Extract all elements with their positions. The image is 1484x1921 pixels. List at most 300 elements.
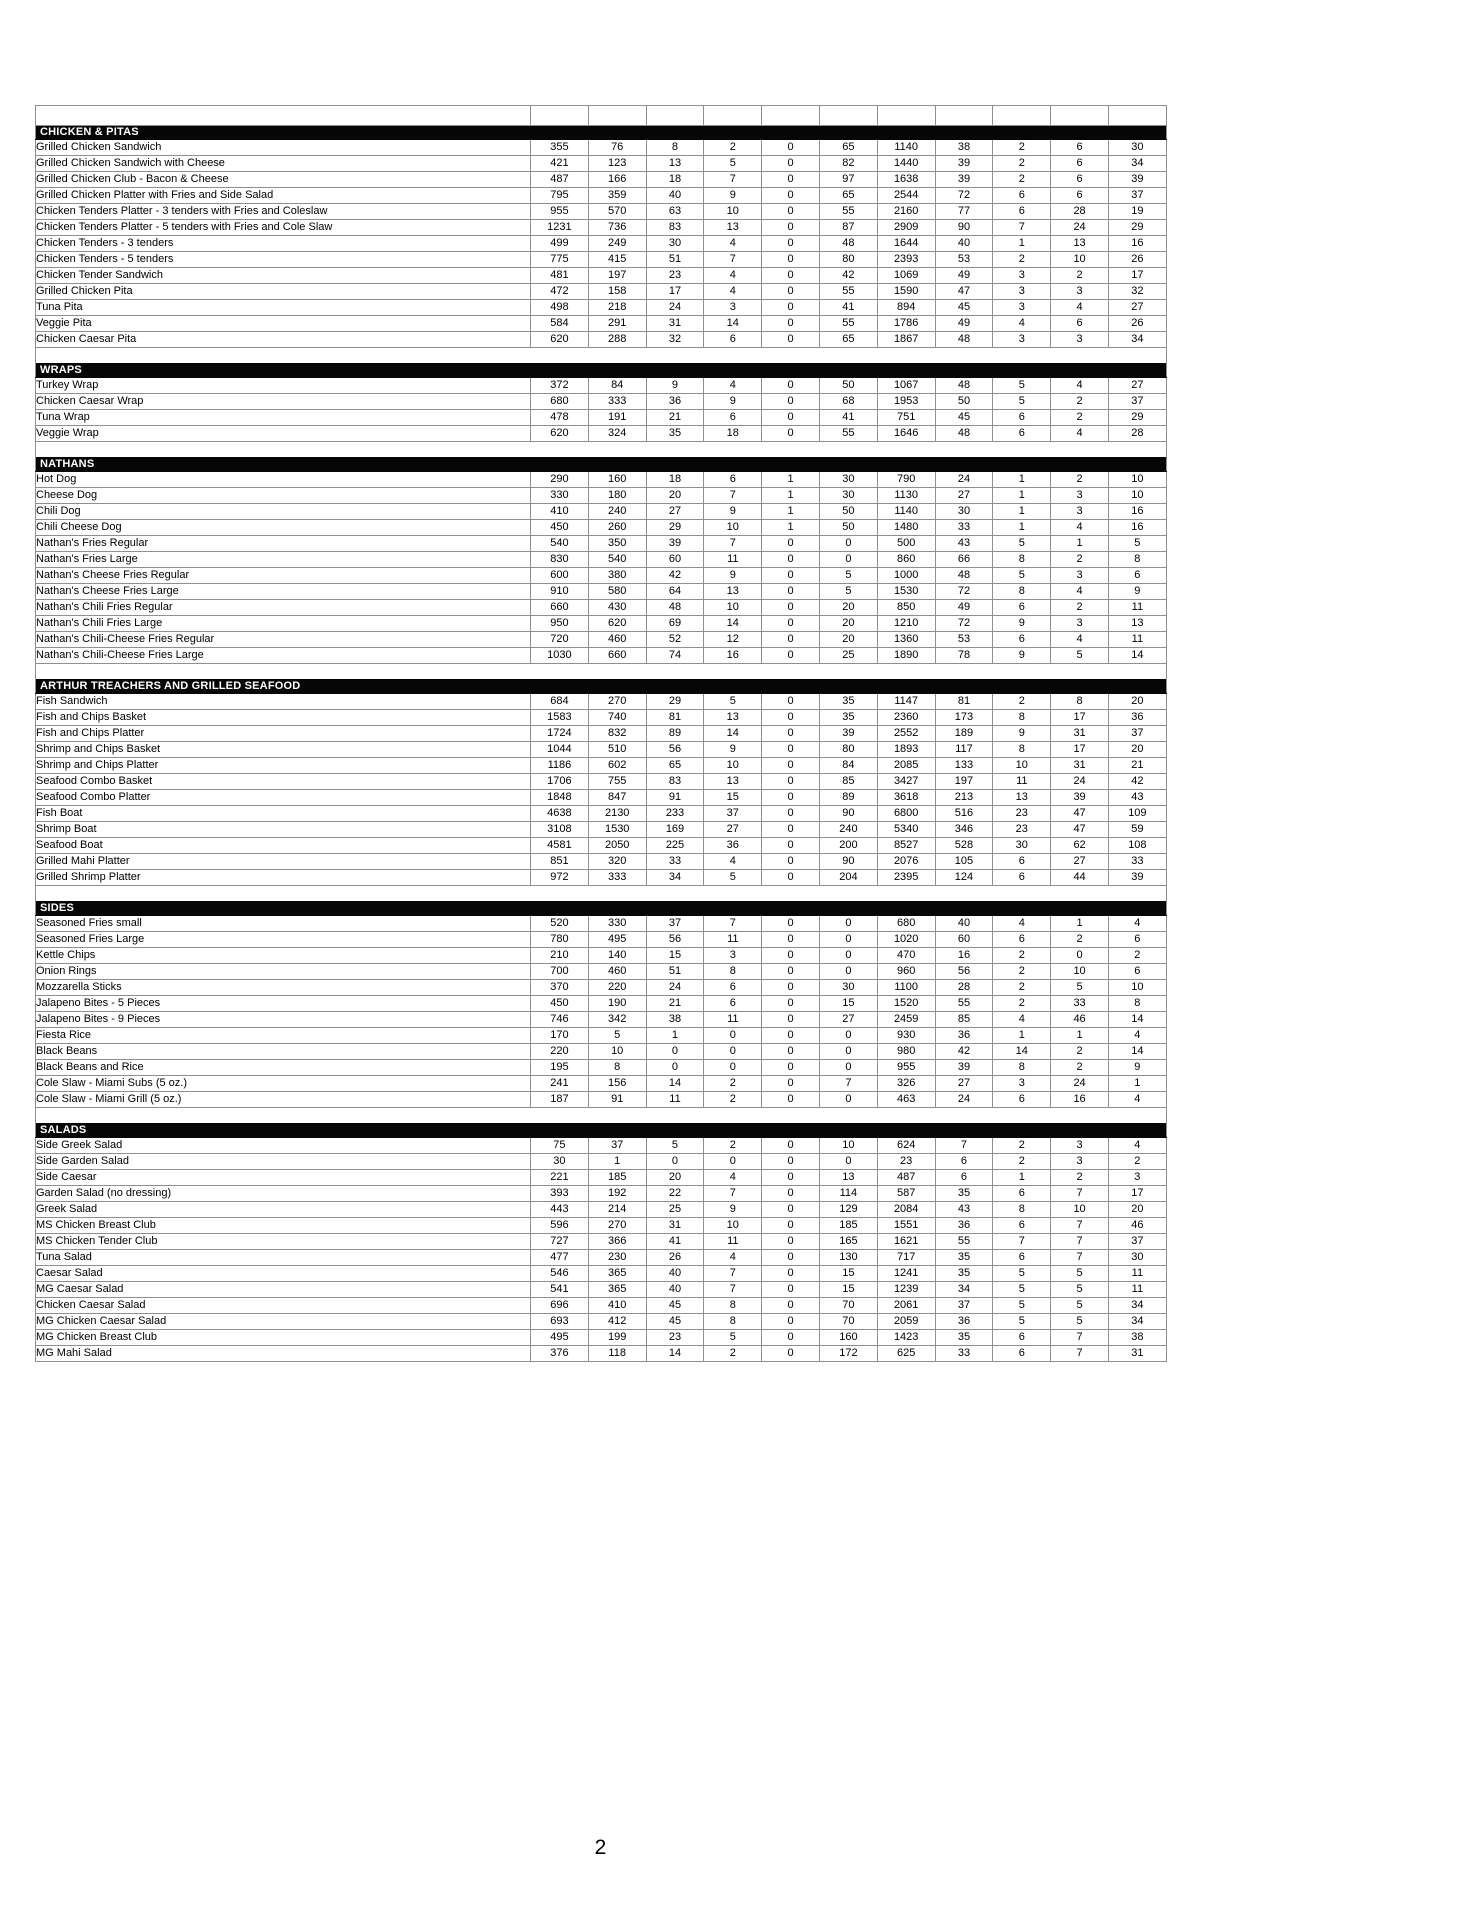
item-value: 0 [762,758,820,774]
item-value: 16 [935,948,993,964]
item-value: 1067 [877,378,935,394]
item-value: 1786 [877,316,935,332]
item-value: 1030 [531,648,589,664]
item-value: 1130 [877,488,935,504]
item-name: Onion Rings [36,964,531,980]
table-row [36,870,1167,886]
item-value: 2 [993,1138,1051,1154]
item-value: 8 [993,742,1051,758]
item-value: 50 [935,394,993,410]
item-value: 42 [1108,774,1166,790]
table-row [36,1186,1167,1202]
item-value: 158 [588,284,646,300]
item-value: 9 [704,568,762,584]
item-value: 847 [588,790,646,806]
item-value: 495 [531,1330,589,1346]
item-value: 114 [819,1186,877,1202]
item-value: 27 [704,822,762,838]
item-value: 13 [819,1170,877,1186]
header-cell [704,106,762,126]
item-name: Nathan's Cheese Fries Large [36,584,531,600]
section-header-row [36,902,1167,916]
table-row [36,188,1167,204]
item-value: 6 [1108,568,1166,584]
item-value: 333 [588,870,646,886]
item-value: 29 [1108,220,1166,236]
item-value: 510 [588,742,646,758]
item-value: 7 [704,1186,762,1202]
item-value: 3 [1051,488,1109,504]
item-value: 34 [1108,156,1166,172]
item-value: 36 [935,1028,993,1044]
table-row [36,1202,1167,1218]
item-value: 46 [1051,1012,1109,1028]
item-value: 1186 [531,758,589,774]
item-value: 10 [1108,488,1166,504]
item-value: 87 [819,220,877,236]
item-value: 6 [1051,140,1109,156]
item-value: 393 [531,1186,589,1202]
item-value: 36 [704,838,762,854]
item-value: 74 [646,648,704,664]
item-value: 291 [588,316,646,332]
item-value: 31 [1108,1346,1166,1362]
item-value: 3 [1051,568,1109,584]
item-value: 376 [531,1346,589,1362]
item-name: Grilled Chicken Sandwich with Cheese [36,156,531,172]
item-name: Shrimp and Chips Basket [36,742,531,758]
item-value: 412 [588,1314,646,1330]
item-value: 45 [935,410,993,426]
item-value: 0 [762,822,820,838]
item-value: 1644 [877,236,935,252]
item-value: 540 [531,536,589,552]
item-name: Chicken Caesar Pita [36,332,531,348]
item-value: 20 [646,1170,704,1186]
item-name: Veggie Wrap [36,426,531,442]
item-value: 1646 [877,426,935,442]
item-value: 0 [762,204,820,220]
item-value: 20 [646,488,704,504]
item-value: 370 [531,980,589,996]
item-value: 10 [1108,472,1166,488]
item-value: 0 [704,1044,762,1060]
item-value: 0 [762,378,820,394]
item-value: 2459 [877,1012,935,1028]
item-value: 6 [1108,964,1166,980]
table-header-row [36,106,1167,126]
item-value: 35 [819,694,877,710]
item-value: 443 [531,1202,589,1218]
item-value: 40 [646,1282,704,1298]
item-value: 0 [762,1170,820,1186]
item-value: 955 [531,204,589,220]
table-row [36,1028,1167,1044]
item-value: 14 [704,616,762,632]
section-header-row [36,364,1167,378]
item-value: 66 [935,552,993,568]
item-name: Tuna Pita [36,300,531,316]
item-value: 213 [935,790,993,806]
item-value: 42 [646,568,704,584]
table-row [36,726,1167,742]
table-row [36,1266,1167,1282]
item-value: 17 [1051,710,1109,726]
item-value: 6 [704,980,762,996]
item-value: 4 [704,378,762,394]
item-value: 0 [762,316,820,332]
item-value: 56 [935,964,993,980]
item-value: 16 [1051,1092,1109,1108]
table-row [36,410,1167,426]
item-value: 540 [588,552,646,568]
item-value: 528 [935,838,993,854]
table-row [36,300,1167,316]
item-value: 13 [993,790,1051,806]
item-value: 15 [819,996,877,1012]
item-value: 10 [704,758,762,774]
item-value: 23 [993,806,1051,822]
item-value: 80 [819,252,877,268]
item-value: 2909 [877,220,935,236]
header-cell [588,106,646,126]
item-value: 10 [1108,980,1166,996]
section-header-row [36,126,1167,140]
item-value: 2 [704,1138,762,1154]
item-value: 6 [704,410,762,426]
item-value: 39 [819,726,877,742]
item-name: Cheese Dog [36,488,531,504]
item-name: Fish Sandwich [36,694,531,710]
item-value: 7 [704,172,762,188]
item-value: 832 [588,726,646,742]
table-row [36,790,1167,806]
header-cell [1051,106,1109,126]
spacer-row [36,1108,1167,1124]
item-name: Chili Cheese Dog [36,520,531,536]
item-value: 4 [1051,300,1109,316]
item-value: 11 [1108,632,1166,648]
item-value: 3 [1051,616,1109,632]
item-value: 11 [1108,1266,1166,1282]
table-row [36,394,1167,410]
item-value: 0 [646,1154,704,1170]
item-value: 36 [935,1314,993,1330]
item-value: 8 [704,964,762,980]
item-value: 214 [588,1202,646,1218]
item-name: Caesar Salad [36,1266,531,1282]
item-value: 83 [646,220,704,236]
item-value: 11 [993,774,1051,790]
item-value: 8527 [877,838,935,854]
item-value: 1893 [877,742,935,758]
item-value: 7 [704,536,762,552]
item-name: Grilled Chicken Platter with Fries and Side Salad [36,188,531,204]
item-value: 27 [935,488,993,504]
item-value: 1 [1051,916,1109,932]
item-value: 0 [762,1314,820,1330]
item-value: 1 [1051,536,1109,552]
item-value: 1 [993,488,1051,504]
item-value: 624 [877,1138,935,1154]
item-value: 4 [704,1250,762,1266]
item-name: Cole Slaw - Miami Grill (5 oz.) [36,1092,531,1108]
item-value: 38 [1108,1330,1166,1346]
section-header: NATHANS [36,458,1167,472]
item-value: 1 [646,1028,704,1044]
item-value: 118 [588,1346,646,1362]
item-value: 11 [1108,1282,1166,1298]
item-value: 14 [646,1346,704,1362]
item-value: 13 [646,156,704,172]
item-value: 7 [1051,1234,1109,1250]
item-value: 83 [646,774,704,790]
item-value: 18 [646,472,704,488]
item-value: 1360 [877,632,935,648]
item-value: 10 [704,204,762,220]
item-value: 1890 [877,648,935,664]
item-value: 5 [704,870,762,886]
item-value: 260 [588,520,646,536]
item-value: 16 [1108,236,1166,252]
item-value: 53 [935,632,993,648]
item-value: 8 [704,1298,762,1314]
item-value: 2 [1051,1044,1109,1060]
item-value: 4 [704,1170,762,1186]
item-value: 0 [762,1250,820,1266]
item-value: 39 [1108,870,1166,886]
item-value: 2160 [877,204,935,220]
item-value: 5 [993,1266,1051,1282]
item-value: 700 [531,964,589,980]
item-value: 14 [704,726,762,742]
item-value: 187 [531,1092,589,1108]
item-value: 0 [762,964,820,980]
table-row [36,426,1167,442]
item-value: 31 [646,316,704,332]
item-value: 0 [762,1154,820,1170]
item-value: 11 [704,1012,762,1028]
item-value: 477 [531,1250,589,1266]
item-value: 0 [762,1346,820,1362]
item-value: 13 [704,710,762,726]
nutrition-table [35,105,1167,1362]
item-value: 27 [646,504,704,520]
item-value: 288 [588,332,646,348]
spacer-cell [36,348,1167,364]
item-value: 160 [819,1330,877,1346]
item-name: Grilled Shrimp Platter [36,870,531,886]
item-value: 4 [1108,1028,1166,1044]
item-value: 0 [1051,948,1109,964]
item-value: 51 [646,252,704,268]
item-value: 1953 [877,394,935,410]
item-value: 2084 [877,1202,935,1218]
item-value: 8 [646,140,704,156]
item-value: 13 [704,220,762,236]
item-value: 5340 [877,822,935,838]
item-name: Jalapeno Bites - 5 Pieces [36,996,531,1012]
item-value: 44 [1051,870,1109,886]
item-value: 460 [588,964,646,980]
item-value: 72 [935,188,993,204]
item-value: 0 [762,1060,820,1076]
table-row [36,694,1167,710]
item-value: 43 [1108,790,1166,806]
item-value: 2 [993,252,1051,268]
item-value: 37 [1108,394,1166,410]
item-value: 14 [1108,648,1166,664]
item-value: 910 [531,584,589,600]
item-value: 9 [1108,584,1166,600]
item-value: 90 [935,220,993,236]
item-value: 0 [819,1092,877,1108]
item-value: 960 [877,964,935,980]
item-value: 6 [993,1330,1051,1346]
item-value: 46 [1108,1218,1166,1234]
item-value: 0 [762,742,820,758]
item-value: 19 [1108,204,1166,220]
item-value: 21 [646,996,704,1012]
header-cell [993,106,1051,126]
item-name: Seafood Boat [36,838,531,854]
item-value: 0 [762,1186,820,1202]
spacer-cell [36,664,1167,680]
table-row [36,472,1167,488]
item-value: 955 [877,1060,935,1076]
table-row [36,268,1167,284]
item-name: Grilled Chicken Club - Bacon & Cheese [36,172,531,188]
item-value: 6 [1051,172,1109,188]
item-value: 693 [531,1314,589,1330]
item-value: 24 [646,300,704,316]
item-value: 5 [1051,1298,1109,1314]
item-value: 342 [588,1012,646,1028]
item-value: 218 [588,300,646,316]
item-value: 7 [1051,1218,1109,1234]
item-value: 1069 [877,268,935,284]
item-value: 660 [588,648,646,664]
item-value: 41 [646,1234,704,1250]
item-value: 0 [819,948,877,964]
item-value: 0 [762,790,820,806]
item-value: 5 [993,378,1051,394]
item-value: 40 [935,236,993,252]
item-value: 48 [935,378,993,394]
item-value: 43 [935,536,993,552]
item-value: 40 [646,188,704,204]
item-value: 31 [1051,758,1109,774]
item-value: 2 [1051,472,1109,488]
table-row [36,648,1167,664]
item-value: 1140 [877,140,935,156]
item-value: 35 [935,1266,993,1282]
item-value: 6 [704,472,762,488]
item-name: Seasoned Fries small [36,916,531,932]
header-cell [819,106,877,126]
table-row [36,996,1167,1012]
item-value: 795 [531,188,589,204]
item-value: 10 [704,520,762,536]
item-value: 48 [935,332,993,348]
header-cell [36,106,531,126]
item-name: Chicken Tenders Platter - 3 tenders with Fries and Coleslaw [36,204,531,220]
item-value: 2061 [877,1298,935,1314]
item-name: Nathan's Fries Large [36,552,531,568]
table-row [36,1250,1167,1266]
item-value: 1 [993,504,1051,520]
item-value: 20 [819,600,877,616]
item-value: 3 [1051,1154,1109,1170]
item-value: 0 [819,964,877,980]
item-value: 63 [646,204,704,220]
item-value: 6 [993,204,1051,220]
item-value: 8 [993,584,1051,600]
table-row [36,156,1167,172]
item-value: 499 [531,236,589,252]
item-value: 30 [646,236,704,252]
table-row [36,632,1167,648]
item-value: 2 [993,980,1051,996]
item-name: Chicken Tender Sandwich [36,268,531,284]
item-name: Black Beans [36,1044,531,1060]
item-value: 10 [819,1138,877,1154]
table-row [36,584,1167,600]
item-value: 40 [646,1266,704,1282]
item-value: 4 [993,316,1051,332]
item-value: 30 [1108,1250,1166,1266]
item-value: 0 [762,332,820,348]
item-value: 108 [1108,838,1166,854]
item-value: 60 [935,932,993,948]
item-value: 0 [762,1138,820,1154]
table-row [36,332,1167,348]
item-value: 6 [993,1218,1051,1234]
item-value: 60 [646,552,704,568]
table-row [36,252,1167,268]
item-value: 980 [877,1044,935,1060]
item-value: 500 [877,536,935,552]
item-value: 36 [935,1218,993,1234]
item-value: 3 [1051,504,1109,520]
item-name: Mozzarella Sticks [36,980,531,996]
item-value: 2085 [877,758,935,774]
item-name: Nathan's Chili Fries Regular [36,600,531,616]
item-value: 26 [1108,252,1166,268]
item-value: 1241 [877,1266,935,1282]
item-value: 43 [935,1202,993,1218]
item-value: 5 [1051,980,1109,996]
item-value: 2 [704,1092,762,1108]
item-value: 33 [935,520,993,536]
item-value: 240 [819,822,877,838]
item-value: 210 [531,948,589,964]
table-row [36,916,1167,932]
item-value: 0 [762,1282,820,1298]
item-value: 1 [588,1154,646,1170]
item-value: 48 [646,600,704,616]
item-value: 6 [993,600,1051,616]
item-name: Seasoned Fries Large [36,932,531,948]
item-name: Side Garden Salad [36,1154,531,1170]
item-name: Tuna Salad [36,1250,531,1266]
item-value: 10 [993,758,1051,774]
item-value: 481 [531,268,589,284]
item-value: 13 [704,774,762,790]
item-value: 0 [704,1154,762,1170]
item-value: 587 [877,1186,935,1202]
header-cell [646,106,704,126]
